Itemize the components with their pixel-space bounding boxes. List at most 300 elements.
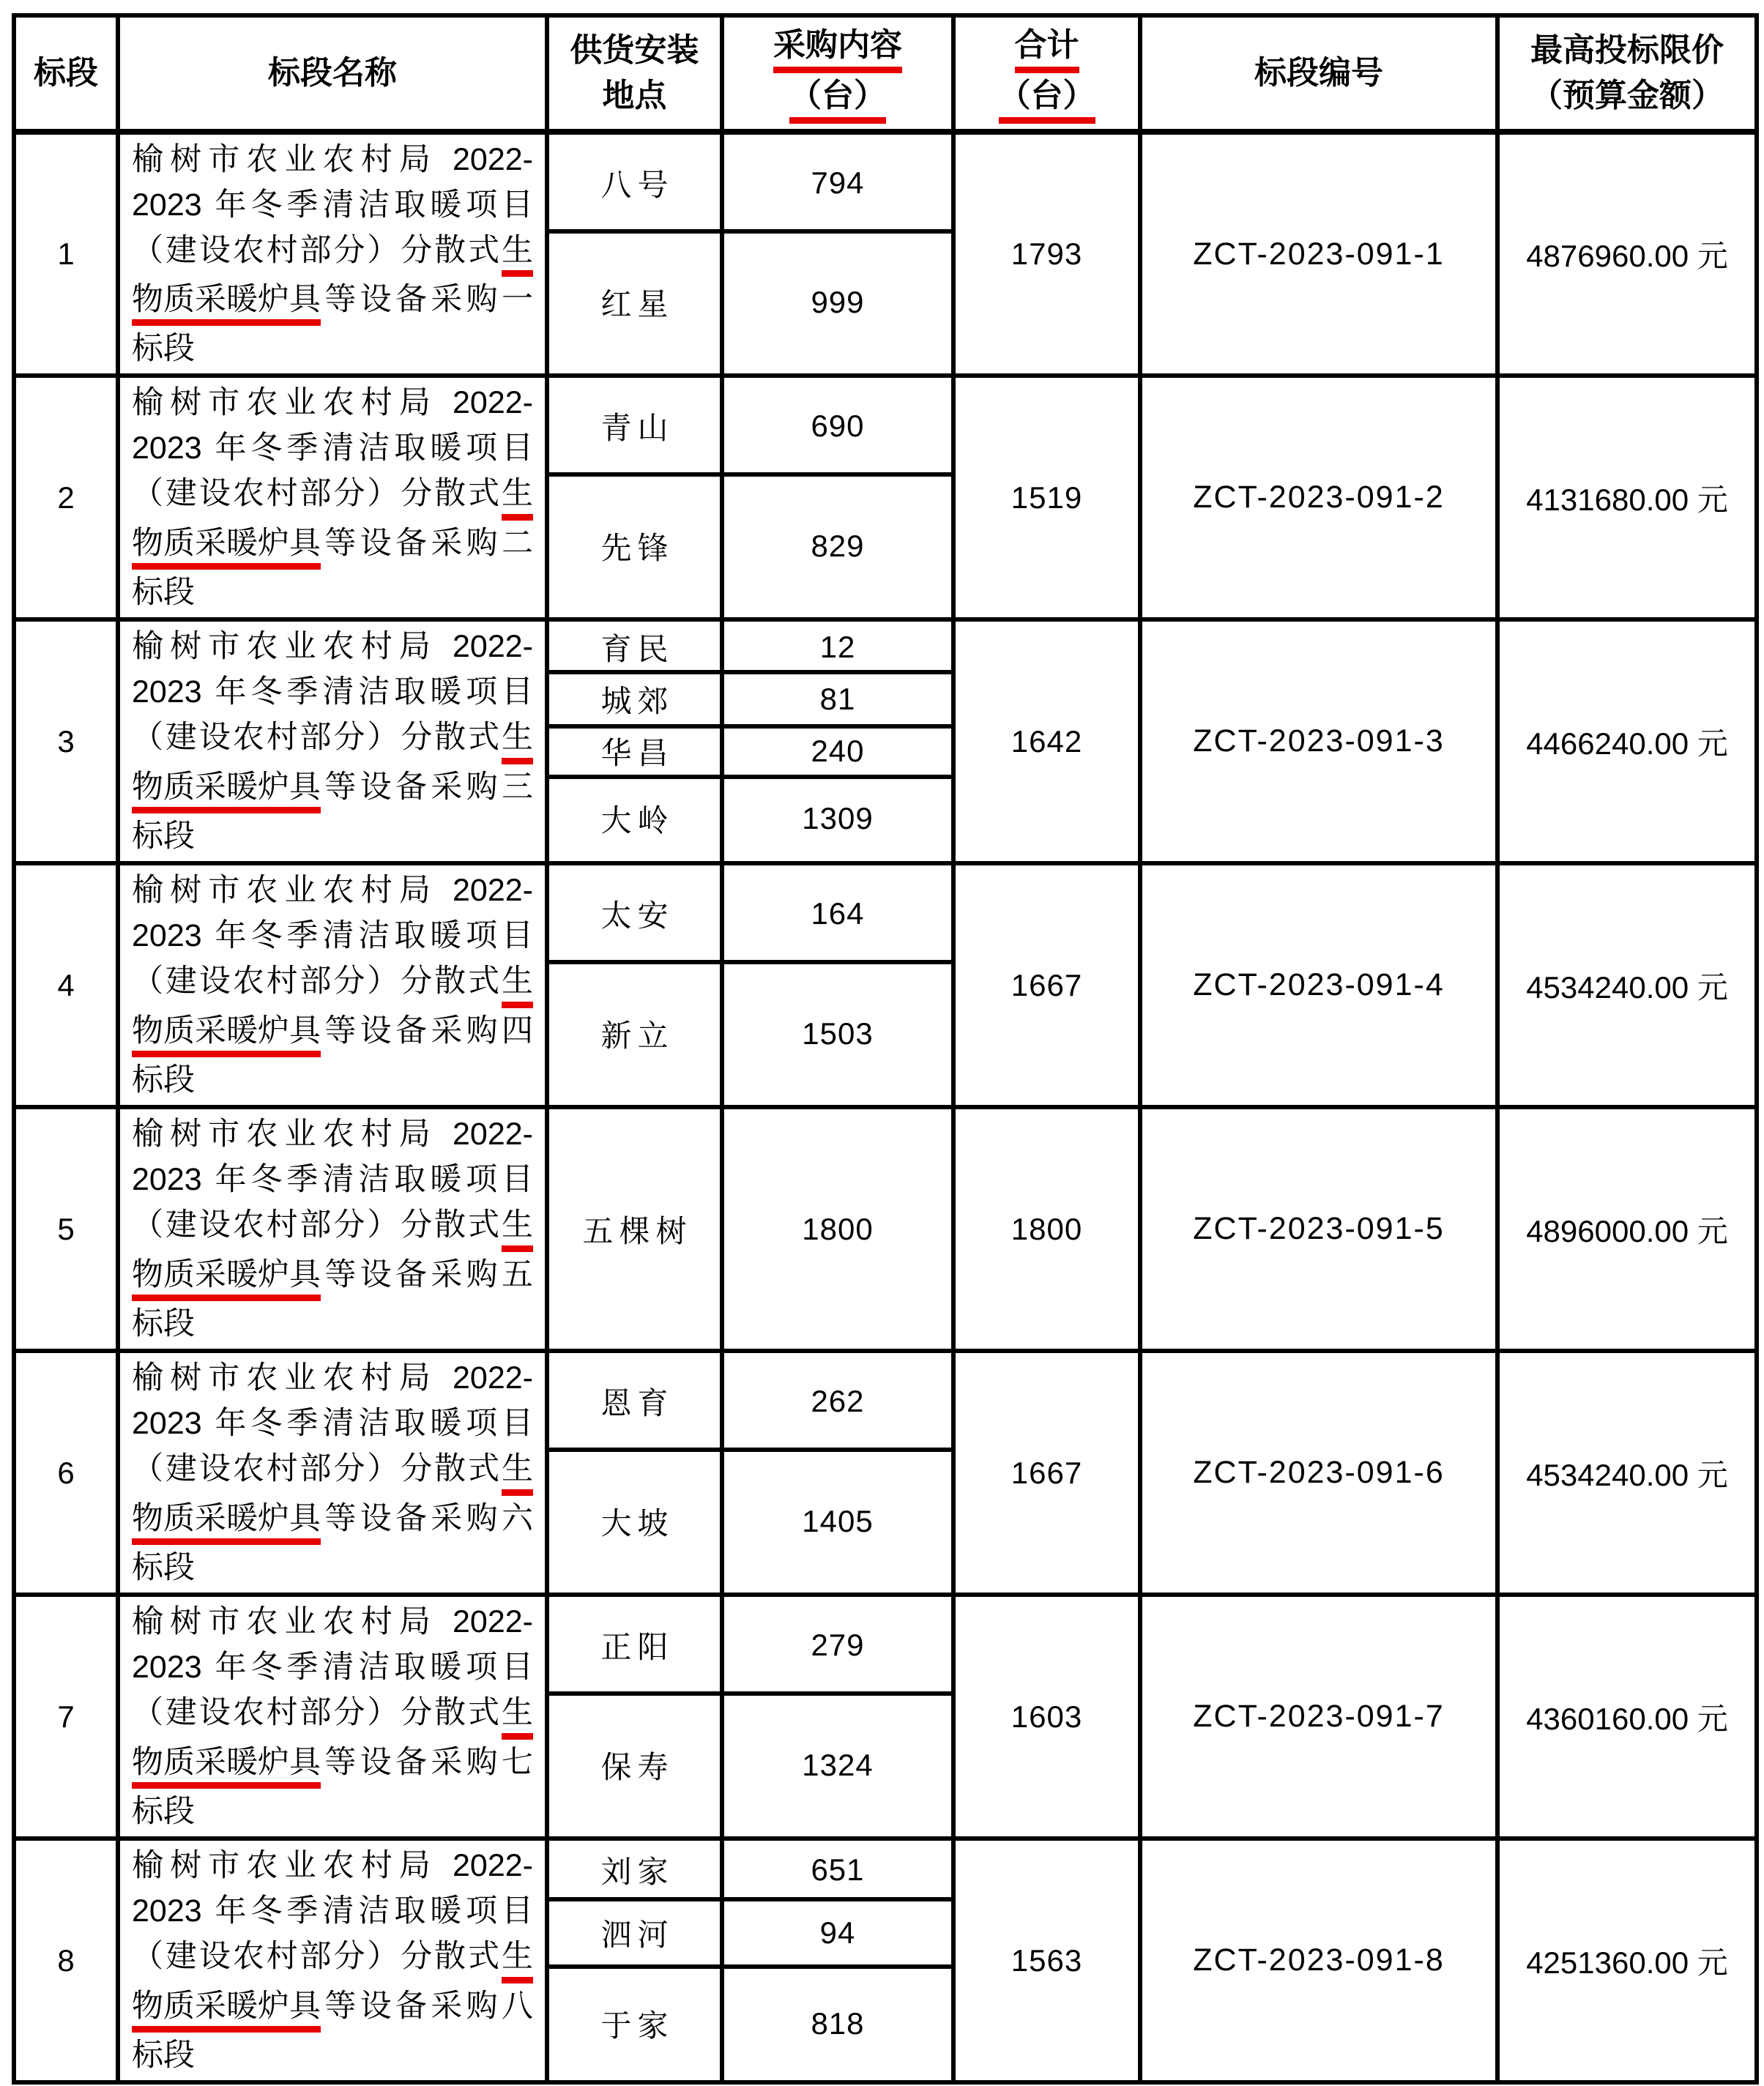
location-name: 八号 [600,167,674,202]
name-text: （建设农村部分）分散式 [132,964,502,999]
lot-cell [14,376,118,619]
name-text: 2023 年冬季清洁取暖项目 [132,1650,533,1685]
location-name: 恩育 [600,1386,674,1420]
location-item [549,1691,720,1834]
name-text: 榆树市农业农村局 2022- [132,1604,533,1640]
qty-value: 94 [819,1915,856,1951]
name-text: 2023 年冬季清洁取暖项目 [132,187,533,223]
name-line [132,1740,533,1789]
red-underlined-text: 生 [502,1452,533,1495]
name-text: 2023 年冬季清洁取暖项目 [132,1406,533,1442]
lot-number: 5 [57,1211,75,1246]
lot-cell [14,619,118,863]
total-value: 1603 [1011,1699,1083,1734]
col-header-price-line1 [1500,28,1754,73]
name-text: 榆树市农业农村局 2022- [132,629,533,665]
name-line [132,2033,533,2078]
name-line [132,1545,533,1590]
table-row [14,1839,1757,2082]
location-item [549,229,720,372]
name-text: 等设备采购七 [321,1744,533,1780]
location-item [549,724,720,775]
name-line [132,137,533,182]
qty-cell [722,1595,953,1839]
table-row [14,376,1757,619]
price-value: 4251360.00 元 [1526,1945,1728,1980]
qty-subcolumn [724,1111,951,1346]
qty-cell [722,1351,953,1595]
name-text: 2023 年冬季清洁取暖项目 [132,1162,533,1198]
name-line [132,624,533,669]
name-text: （建设农村部分）分散式 [132,1451,502,1487]
lot-cell [14,1351,118,1595]
name-line [132,958,533,1007]
lot-number: 6 [57,1455,75,1490]
location-name: 先锋 [600,530,674,565]
name-cell [118,132,547,376]
location-name: 红星 [600,287,674,321]
name-line [132,1008,533,1057]
name-text: 等设备采购八 [321,1988,533,2024]
location-item [549,137,720,229]
red-underlined-text: 物质采暖炉具 [132,1014,321,1057]
red-underlined-text: 生 [502,477,533,520]
col-header-total-line1 [956,23,1138,73]
location-item [549,380,720,472]
location-item [549,1599,720,1691]
qty-cell [722,376,953,619]
name-line [132,1401,533,1446]
location-item [549,1843,720,1897]
qty-value: 1503 [802,1016,874,1051]
qty-value: 690 [811,409,865,443]
total-cell [953,863,1140,1107]
name-text: （建设农村部分）分散式 [132,476,502,512]
lot-number: 3 [57,723,75,759]
name-text: 标段 [132,1062,195,1098]
code-cell [1140,619,1497,863]
price-cell [1497,376,1757,619]
red-underlined-text: 物质采暖炉具 [132,526,321,570]
location-name: 新立 [600,1018,674,1053]
lot-cell [14,1595,118,1839]
qty-item [724,472,951,615]
total-value: 1800 [1011,1211,1083,1246]
name-text: 标段 [132,1793,195,1829]
name-text: 等设备采购一 [321,282,533,317]
qty-value: 651 [811,1852,865,1888]
col-header-total [953,15,1140,132]
location-subcolumn [549,1599,720,1834]
location-cell [547,1351,722,1595]
name-lines [132,624,533,859]
name-line [132,1355,533,1401]
name-line [132,913,533,958]
qty-item [724,775,951,859]
total-cell [953,1595,1140,1839]
red-underlined-text: 物质采暖炉具 [132,1502,321,1545]
name-line [132,868,533,913]
qty-item [724,137,951,229]
qty-value: 81 [819,681,856,716]
lot-code: ZCT-2023-091-5 [1193,1211,1445,1246]
col-header-location-line2 [549,73,720,119]
price-value: 4534240.00 元 [1526,1457,1728,1492]
lot-number: 2 [57,480,75,515]
name-text: （建设农村部分）分散式 [132,232,502,268]
lot-code: ZCT-2023-091-6 [1193,1455,1445,1490]
name-line [132,277,533,326]
name-text: 标段 [132,574,195,610]
name-line [132,1843,533,1888]
qty-value: 1800 [802,1211,874,1246]
location-item [549,868,720,960]
total-value: 1563 [1011,1942,1083,1978]
qty-item [724,670,951,724]
code-cell [1140,376,1497,619]
location-subcolumn [549,868,720,1103]
qty-value: 279 [811,1628,865,1662]
location-cell [547,863,722,1107]
lot-cell [14,132,118,376]
location-name: 城郊 [600,683,674,718]
name-text: 等设备采购六 [321,1500,533,1536]
header-text: 最高投标限价 [1530,32,1724,68]
location-name: 育民 [600,631,674,666]
location-name: 正阳 [600,1630,674,1664]
qty-value: 262 [811,1384,865,1418]
location-item [549,1448,720,1590]
location-name: 泗河 [600,1918,674,1953]
lot-number: 1 [57,236,75,271]
name-line [132,521,533,570]
red-underlined-text: 物质采暖炉具 [132,1746,321,1789]
name-line [132,182,533,228]
qty-value: 12 [819,629,856,664]
total-value: 1519 [1011,480,1083,515]
name-line [132,1888,533,1934]
name-text: 2023 年冬季清洁取暖项目 [132,431,533,466]
name-cell [118,619,547,863]
name-text: 标段 [132,1549,195,1585]
lot-cell [14,863,118,1107]
red-underlined-text: 生 [502,1696,533,1739]
table-row [14,863,1757,1107]
red-underlined-text: 生 [502,1940,533,1983]
name-lines [132,1843,533,2078]
qty-value: 794 [811,165,865,200]
qty-item [724,960,951,1103]
location-item [549,1964,720,2078]
qty-value: 1405 [802,1503,874,1538]
name-text: 2023 年冬季清洁取暖项目 [132,674,533,710]
name-line [132,1301,533,1346]
red-underlined-text: 物质采暖炉具 [132,283,321,326]
code-cell [1140,1595,1497,1839]
name-line [132,1057,533,1103]
total-value: 1667 [1011,1455,1083,1490]
qty-subcolumn [724,137,951,372]
table-body [14,132,1757,2082]
name-text: （建设农村部分）分散式 [132,720,502,756]
name-cell [118,1839,547,2082]
table-row [14,132,1757,376]
lot-number: 7 [57,1699,75,1734]
col-header-content [722,15,953,132]
qty-subcolumn [724,1843,951,2078]
location-item [549,472,720,615]
qty-value: 1309 [802,801,874,836]
name-lines [132,137,533,372]
qty-cell [722,132,953,376]
price-cell [1497,619,1757,863]
qty-value: 818 [811,2005,865,2041]
red-underlined-header-text: （台） [999,78,1095,124]
location-cell [547,1107,722,1351]
col-header-content-line1 [724,23,951,73]
name-text: 榆树市农业农村局 2022- [132,1360,533,1396]
total-cell [953,376,1140,619]
name-text: 榆树市农业农村局 2022- [132,141,533,177]
location-subcolumn [549,624,720,859]
col-header-content-line2 [724,73,951,124]
name-line [132,715,533,764]
lot-code: ZCT-2023-091-4 [1193,967,1445,1002]
name-line [132,1111,533,1157]
red-underlined-text: 生 [502,1208,533,1251]
col-header-location [547,15,722,132]
header-text: （预算金额） [1530,78,1724,113]
red-underlined-text: 生 [502,234,533,277]
name-line [132,1983,533,2033]
total-cell [953,132,1140,376]
location-name: 大坡 [600,1505,674,1541]
total-value: 1642 [1011,723,1083,759]
location-subcolumn [549,137,720,372]
lot-code: ZCT-2023-091-2 [1193,480,1445,515]
location-subcolumn [549,1843,720,2078]
name-line [132,326,533,371]
name-lines [132,1355,533,1590]
col-header-name-label: 标段名称 [268,55,397,91]
price-cell [1497,863,1757,1107]
total-cell [953,619,1140,863]
lot-cell [14,1839,118,2082]
price-value: 4131680.00 元 [1526,482,1728,517]
code-cell [1140,1839,1497,2082]
location-name: 保寿 [600,1749,674,1784]
name-line [132,380,533,425]
red-underlined-header-text: 采购内容 [773,28,902,73]
qty-item [724,380,951,472]
qty-item [724,229,951,372]
total-cell [953,1839,1140,2082]
col-header-name [118,15,547,132]
location-item [549,1111,720,1346]
qty-item [724,1355,951,1448]
location-subcolumn [549,1111,720,1346]
header-text: 供货安装 [570,32,699,68]
price-cell [1497,1351,1757,1595]
name-text: 标段 [132,1305,195,1341]
location-name: 大岭 [600,803,674,838]
total-value: 1667 [1011,967,1083,1002]
price-value: 4360160.00 元 [1526,1701,1728,1736]
name-line [132,1690,533,1739]
name-text: 标段 [132,818,195,854]
name-text: 榆树市农业农村局 2022- [132,385,533,421]
name-text: （建设农村部分）分散式 [132,1207,502,1243]
lot-cell [14,1107,118,1351]
location-subcolumn [549,380,720,615]
qty-item [724,624,951,670]
lot-code: ZCT-2023-091-1 [1193,236,1445,272]
name-line [132,1252,533,1301]
name-lines [132,1111,533,1346]
col-header-total-line2 [956,73,1138,124]
qty-cell [722,1839,953,2082]
name-line [132,1446,533,1495]
name-text: 2023 年冬季清洁取暖项目 [132,918,533,954]
col-header-lot [14,15,118,132]
name-text: 榆树市农业农村局 2022- [132,1848,533,1884]
name-line [132,1496,533,1545]
name-line [132,1644,533,1690]
location-name: 华昌 [600,736,674,771]
table-row [14,1351,1757,1595]
location-cell [547,1839,722,2082]
red-underlined-text: 生 [502,964,533,1007]
red-underlined-text: 物质采暖炉具 [132,770,321,813]
name-line [132,570,533,615]
name-cell [118,1351,547,1595]
name-text: 等设备采购三 [321,769,533,805]
col-header-code-label: 标段编号 [1254,55,1383,91]
code-cell [1140,1351,1497,1595]
price-cell [1497,132,1757,376]
price-cell [1497,1595,1757,1839]
col-header-price-line2 [1500,73,1754,119]
table-row [14,619,1757,863]
name-cell [118,863,547,1107]
price-value: 4896000.00 元 [1526,1213,1728,1248]
qty-value: 240 [811,734,865,769]
name-text: 等设备采购四 [321,1013,533,1048]
lot-number: 8 [57,1942,75,1978]
location-item [549,670,720,724]
lot-code: ZCT-2023-091-7 [1193,1699,1445,1734]
location-item [549,1897,720,1964]
name-line [132,1599,533,1644]
qty-value: 164 [811,896,865,931]
location-cell [547,376,722,619]
col-header-lot-label: 标段 [34,55,98,91]
qty-item [724,1448,951,1590]
location-name: 五棵树 [582,1213,693,1248]
name-lines [132,380,533,615]
code-cell [1140,863,1497,1107]
location-name: 于家 [600,2008,674,2043]
price-value: 4876960.00 元 [1526,239,1728,273]
name-text: 2023 年冬季清洁取暖项目 [132,1893,533,1929]
qty-item [724,868,951,960]
location-item [549,775,720,859]
lot-number: 4 [57,967,75,1002]
red-underlined-header-text: 合计 [1015,28,1079,73]
qty-item [724,1897,951,1964]
qty-item [724,1843,951,1897]
qty-value: 999 [811,285,865,319]
name-cell [118,376,547,619]
name-text: 榆树市农业农村局 2022- [132,873,533,909]
location-subcolumn [549,1355,720,1590]
header-row [14,15,1757,132]
qty-item [724,1691,951,1834]
name-cell [118,1107,547,1351]
red-underlined-text: 物质采暖炉具 [132,1989,321,2033]
name-text: 榆树市农业农村局 2022- [132,1117,533,1152]
qty-item [724,1599,951,1691]
col-header-code [1140,15,1497,132]
name-line [132,1202,533,1251]
col-header-location-line1 [549,28,720,73]
location-item [549,1355,720,1448]
qty-value: 829 [811,528,865,563]
location-cell [547,132,722,376]
name-text: （建设农村部分）分散式 [132,1695,502,1731]
name-line [132,669,533,715]
location-name: 刘家 [600,1855,674,1890]
name-lines [132,1599,533,1834]
name-text: （建设农村部分）分散式 [132,1939,502,1975]
name-text: 标段 [132,331,195,367]
name-line [132,1157,533,1202]
location-cell [547,1595,722,1839]
price-value: 4534240.00 元 [1526,969,1728,1005]
qty-item [724,1111,951,1346]
location-name: 太安 [600,898,674,933]
location-name: 青山 [600,411,674,445]
name-line [132,425,533,471]
name-line [132,813,533,859]
qty-item [724,1964,951,2078]
qty-subcolumn [724,868,951,1103]
qty-item [724,724,951,775]
name-lines [132,868,533,1103]
header-text: 地点 [602,78,667,113]
name-line [132,1934,533,1983]
qty-cell [722,1107,953,1351]
col-header-price [1497,15,1757,132]
name-text: 等设备采购五 [321,1256,533,1292]
lot-code: ZCT-2023-091-3 [1193,723,1445,759]
price-value: 4466240.00 元 [1526,726,1728,761]
name-line [132,228,533,277]
name-line [132,764,533,813]
red-underlined-header-text: （台） [789,78,886,124]
qty-subcolumn [724,380,951,615]
name-text: 标段 [132,2037,195,2073]
data-table [12,13,1759,2085]
price-cell [1497,1107,1757,1351]
lot-code: ZCT-2023-091-8 [1193,1942,1445,1978]
red-underlined-text: 物质采暖炉具 [132,1258,321,1301]
qty-cell [722,619,953,863]
price-cell [1497,1839,1757,2082]
qty-subcolumn [724,1355,951,1590]
total-cell [953,1351,1140,1595]
location-item [549,624,720,670]
